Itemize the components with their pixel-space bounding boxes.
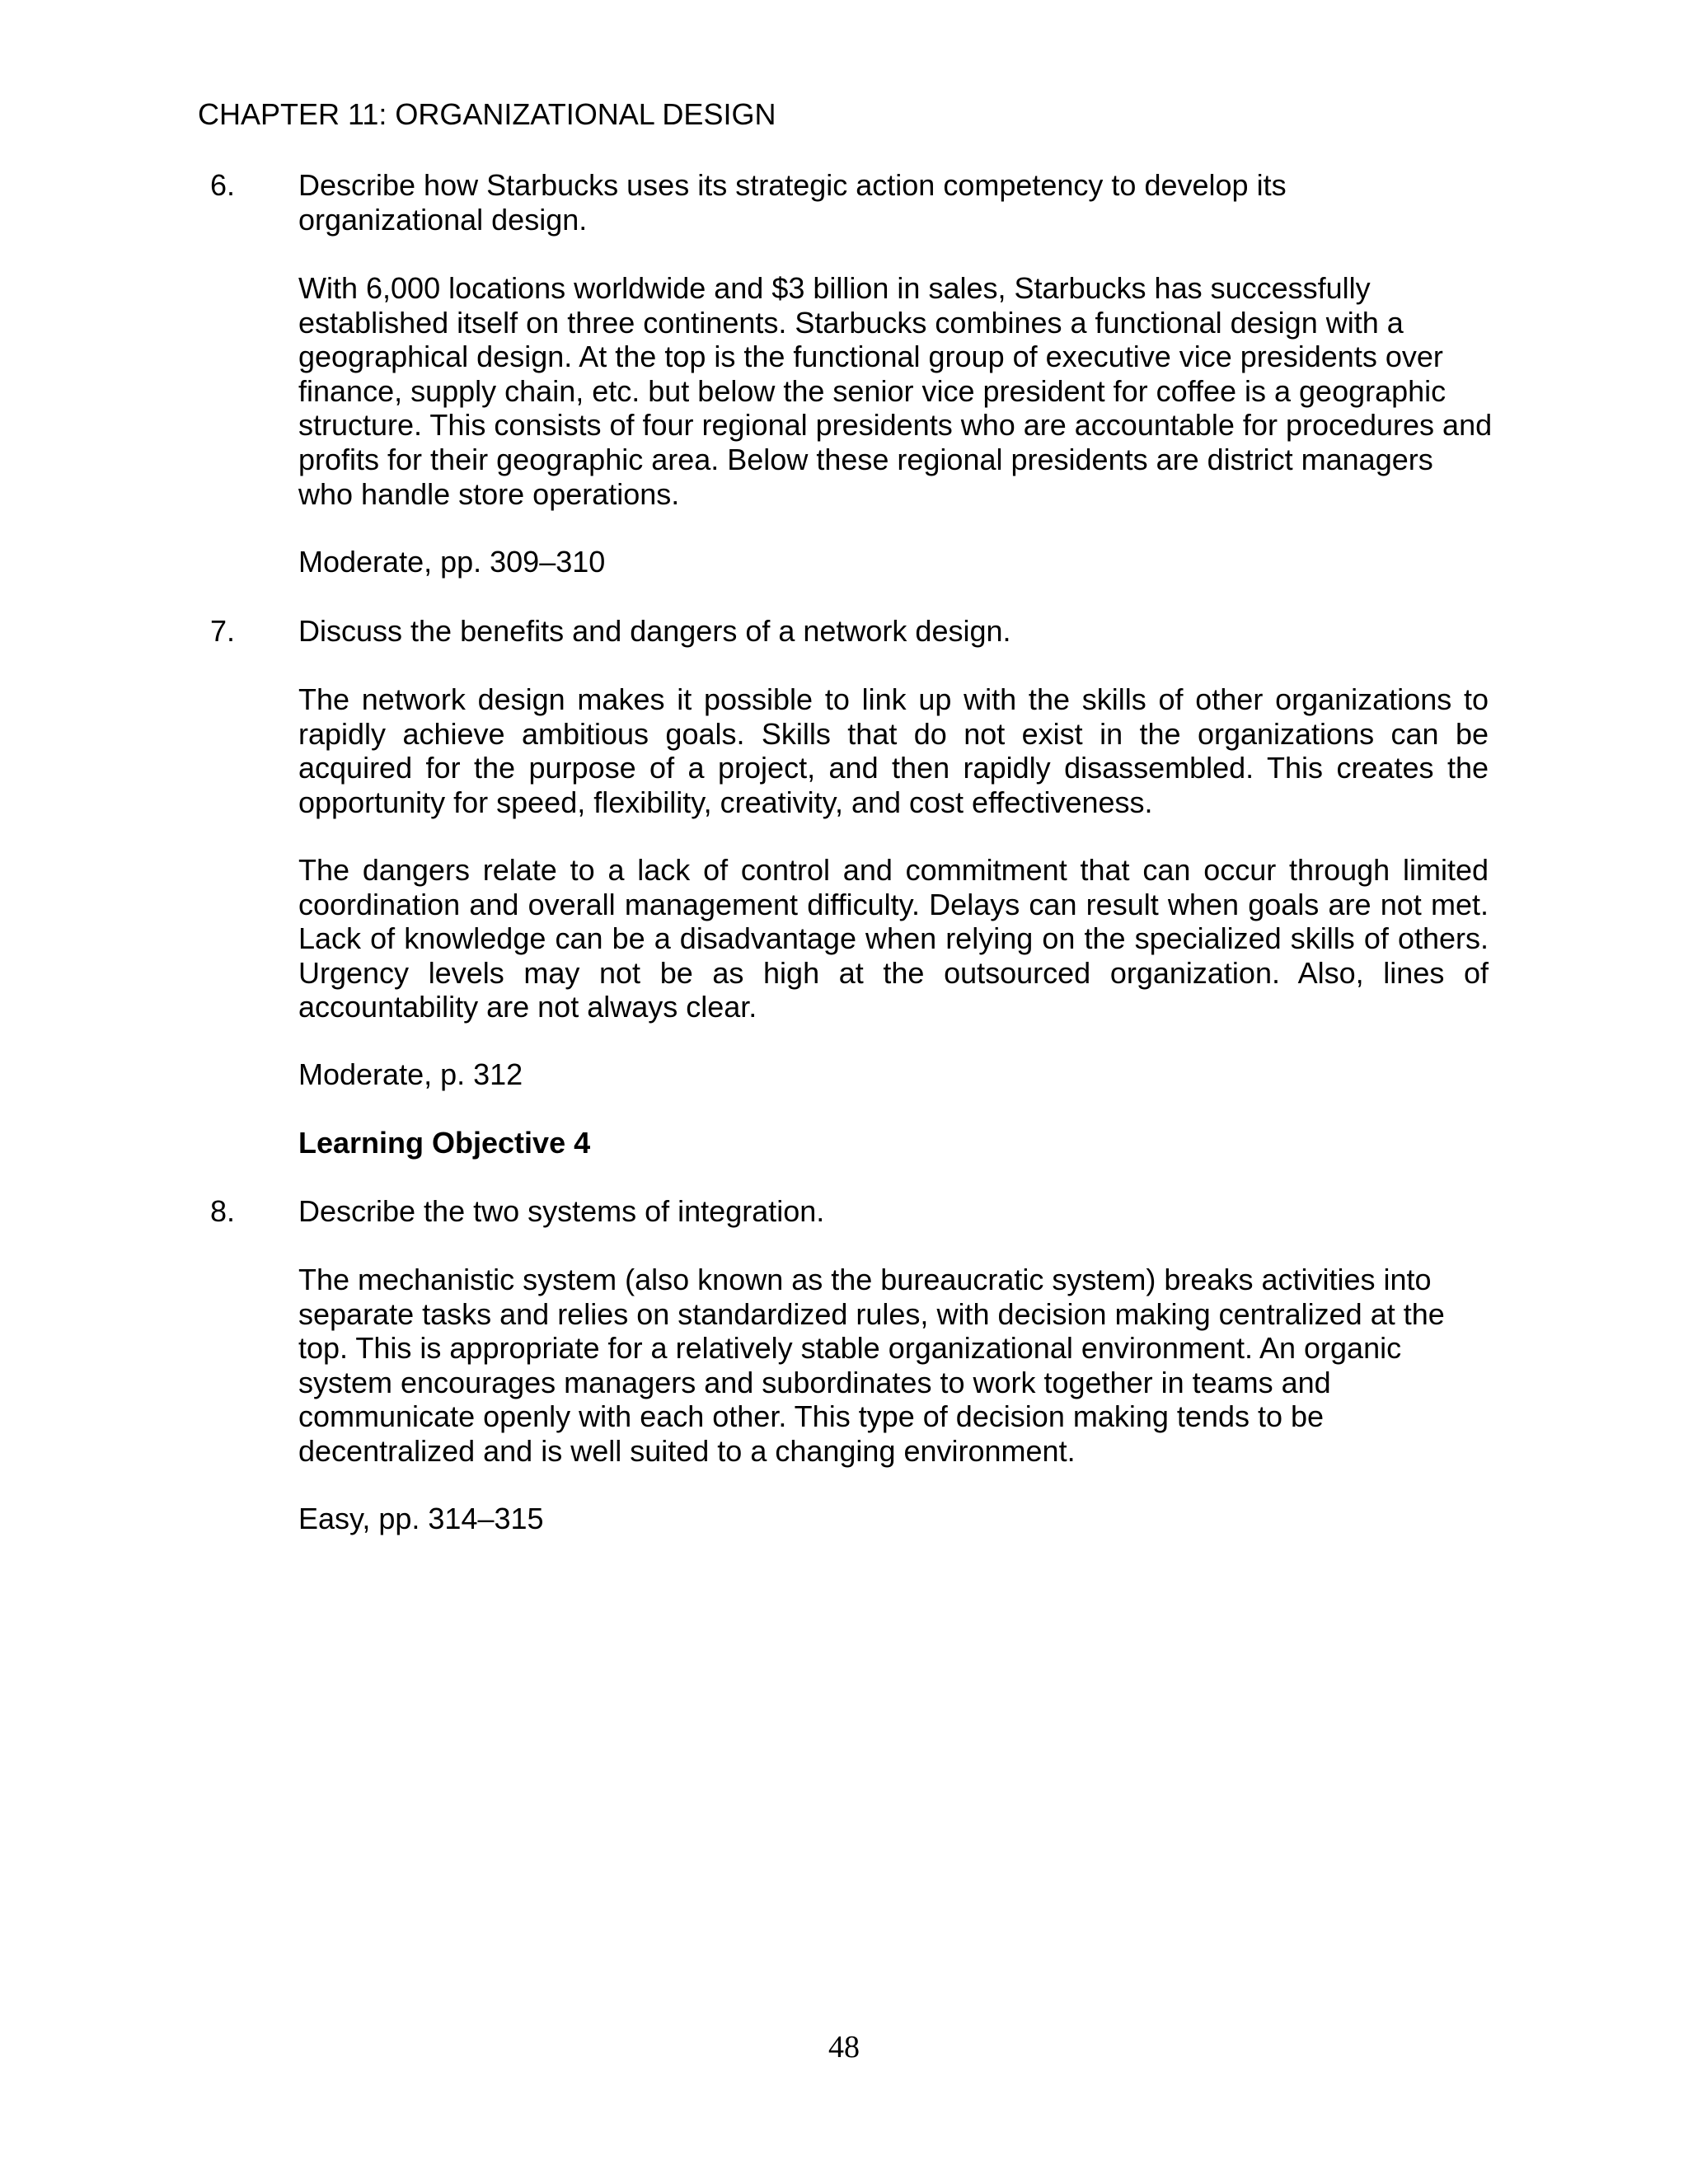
answer-paragraph: With 6,000 locations worldwide and $3 billion in sales, Starbucks has successfully established itself on three continents. Starbucks combines a functional design with a geographical design. At the top is the functional group of executive vice presidents over finance, supply chain, etc. but below the senior vice president for coffee is a geographic structure. This consists of four regional presidents who are accountable for procedures and profits for their geographic area. Below these regional presidents are district managers who handle store operations.: [298, 271, 1493, 511]
learning-objective-block: [298, 1126, 1489, 1160]
answer-block: [298, 853, 1489, 1024]
difficulty-block: [298, 1502, 1489, 1536]
difficulty-rating: Moderate, p. 312: [298, 1057, 523, 1091]
question-number: 7.: [210, 614, 236, 648]
answer-paragraph: The mechanistic system (also known as the bureaucratic system) breaks activities into separate tasks and relies on standardized rules, with decision making centralized at the top. This is appropriate for a relatively stable organizational environment. An organic system encourages managers and subordinates to work together in teams and communicate openly with each other. This type of decision making tends to be decentralized and is well suited to a changing environment.: [298, 1263, 1445, 1468]
answer-block: [298, 1263, 1489, 1469]
answer-block: [298, 682, 1489, 819]
difficulty-block: [298, 1057, 1489, 1092]
page-number: 48: [828, 2030, 860, 2064]
question-number: 8.: [210, 1194, 236, 1228]
question-text: Discuss the benefits and dangers of a network design.: [298, 614, 1011, 648]
answer-paragraph: The dangers relate to a lack of control and commitment that can occur through limited coordination and overall management difficulty. Delays can result when goals are not met. Lack of knowledge can be a disadvantage when relying on the specialized skills of others. Urgency levels may not be as high at the outsourced organization. Also, lines of accountability are not always clear.: [298, 853, 1489, 1024]
difficulty-block: [298, 545, 1489, 579]
question-block: [298, 1194, 1489, 1229]
difficulty-rating: Easy, pp. 314–315: [298, 1502, 544, 1535]
question-number: 6.: [210, 168, 236, 202]
learning-objective-heading: Learning Objective 4: [298, 1126, 591, 1160]
answer-paragraph: The network design makes it possible to link up with the skills of other organizations to rapidly achieve ambitious goals. Skills that do not exist in the organizations can be acquired for the purpose of a project, and then rapidly disassembled. This creates the opportunity for speed, flexibility, creativity, and cost effectiveness.: [298, 682, 1489, 819]
question-text: Describe the two systems of integration.: [298, 1194, 825, 1228]
question-block: [298, 614, 1489, 649]
question-block: [298, 168, 1489, 237]
chapter-header: CHAPTER 11: ORGANIZATIONAL DESIGN: [198, 97, 776, 131]
difficulty-rating: Moderate, pp. 309–310: [298, 545, 606, 579]
answer-block: [298, 271, 1493, 511]
question-text: Describe how Starbucks uses its strategic action competency to develop its organizational design.: [298, 168, 1287, 237]
